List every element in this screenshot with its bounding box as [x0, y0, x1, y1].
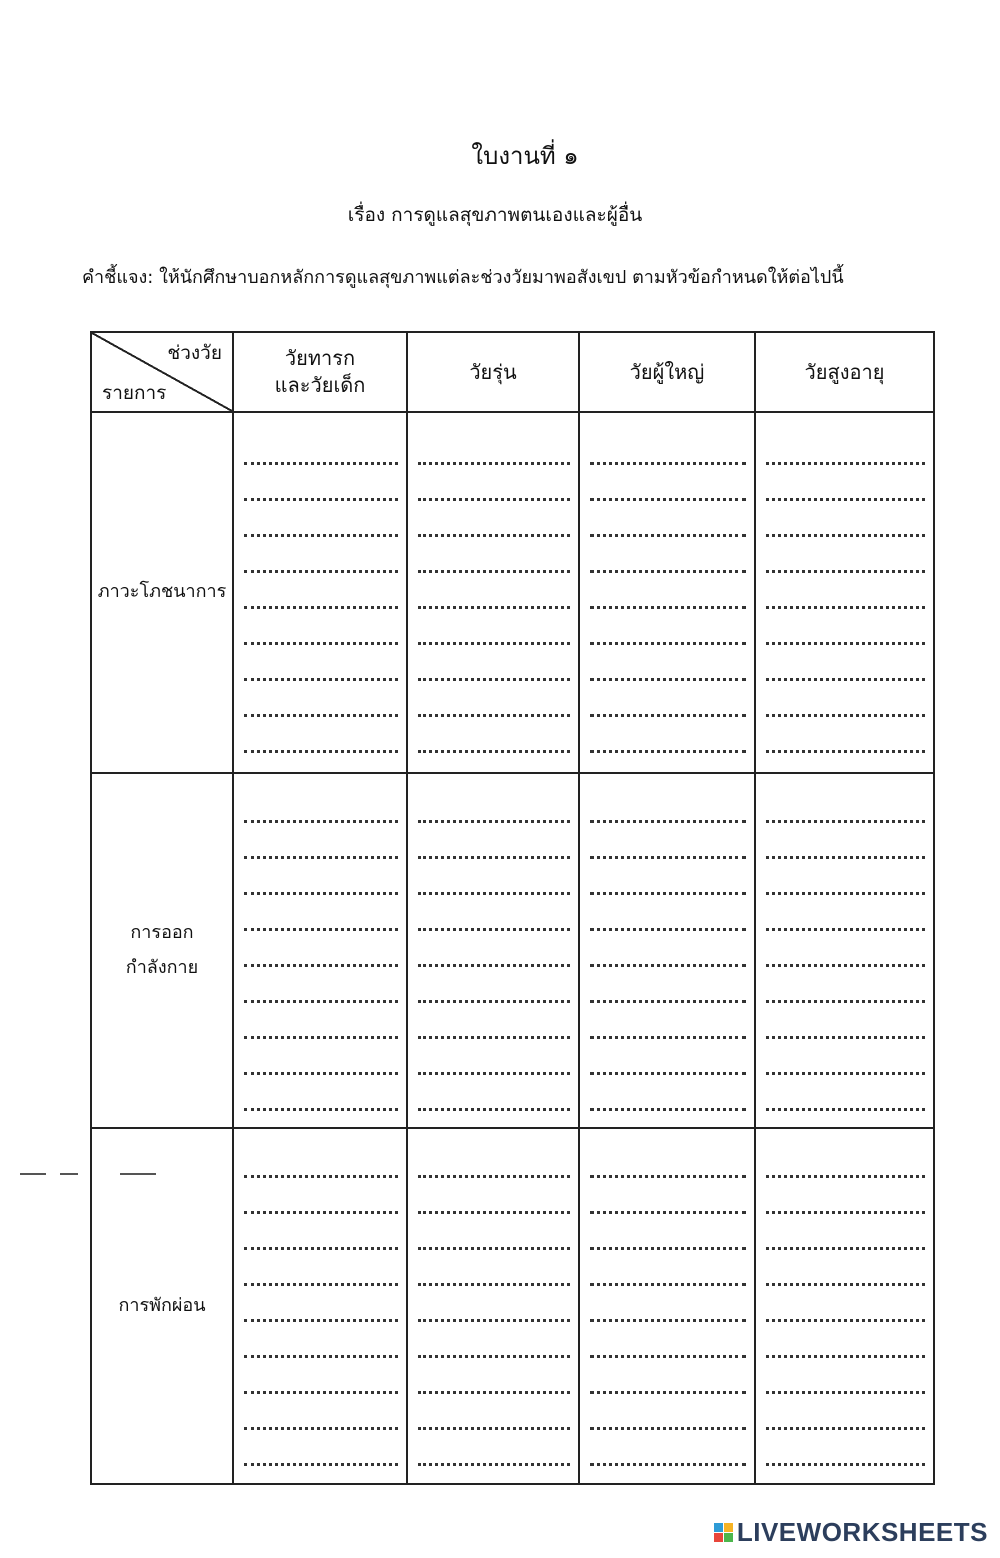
answer-dotted-line[interactable]: [418, 895, 570, 931]
answer-dotted-line[interactable]: [244, 967, 398, 1003]
answer-cell[interactable]: [407, 773, 579, 1128]
answer-dotted-line[interactable]: [418, 967, 570, 1003]
answer-dotted-line[interactable]: [418, 1250, 570, 1286]
answer-dotted-line[interactable]: [418, 1075, 570, 1111]
answer-dotted-line[interactable]: [590, 681, 746, 717]
answer-dotted-line[interactable]: [244, 1178, 398, 1214]
answer-dotted-line[interactable]: [766, 791, 925, 823]
column-header-adult: [579, 332, 755, 412]
answer-cell[interactable]: [233, 1128, 407, 1484]
answer-dotted-line[interactable]: [590, 791, 746, 823]
answer-dotted-line[interactable]: [766, 1358, 925, 1394]
answer-dotted-line[interactable]: [590, 823, 746, 859]
answer-dotted-line[interactable]: [418, 1358, 570, 1394]
corner-label-age-range: ช่วงวัย: [167, 342, 222, 364]
answer-dotted-line[interactable]: [590, 1214, 746, 1250]
scan-dash-mark: [20, 1173, 46, 1175]
row-label-exercise: [91, 773, 233, 1128]
answer-dotted-line[interactable]: [766, 501, 925, 537]
column-header-teen-label: วัยรุ่น: [469, 359, 517, 384]
answer-dotted-line[interactable]: [244, 895, 398, 931]
answer-dotted-line[interactable]: [418, 1146, 570, 1178]
answer-dotted-line[interactable]: [590, 859, 746, 895]
health-care-table: [90, 331, 935, 1485]
answer-dotted-line[interactable]: [244, 537, 398, 573]
answer-dotted-line[interactable]: [766, 1286, 925, 1322]
answer-dotted-line[interactable]: [418, 433, 570, 465]
answer-dotted-line[interactable]: [766, 931, 925, 967]
answer-dotted-line[interactable]: [418, 1178, 570, 1214]
answer-dotted-line[interactable]: [244, 931, 398, 967]
answer-dotted-line[interactable]: [418, 931, 570, 967]
scan-dash-mark: [120, 1173, 156, 1175]
answer-cell[interactable]: [233, 773, 407, 1128]
answer-dotted-line[interactable]: [766, 895, 925, 931]
answer-dotted-line[interactable]: [766, 537, 925, 573]
answer-dotted-line[interactable]: [244, 859, 398, 895]
row-label-exercise-line1: การออก: [130, 922, 194, 944]
answer-dotted-line[interactable]: [766, 1146, 925, 1178]
worksheet-instruction: คำชี้แจง: ให้นักศึกษาบอกหลักการดูแลสุขภาพแต่ละช่วงวัยมาพอสังเขป ตามหัวข้อกำหนดให้ต่อไปนี้: [82, 267, 844, 288]
logo-square: [714, 1523, 723, 1532]
answer-dotted-line[interactable]: [590, 1358, 746, 1394]
answer-dotted-line[interactable]: [244, 1286, 398, 1322]
answer-dotted-line[interactable]: [590, 537, 746, 573]
row-label-rest: [91, 1128, 233, 1484]
answer-dotted-line[interactable]: [766, 681, 925, 717]
answer-cell[interactable]: [407, 1128, 579, 1484]
answer-dotted-line[interactable]: [244, 1003, 398, 1039]
answer-dotted-line[interactable]: [244, 791, 398, 823]
answer-cell[interactable]: [755, 773, 934, 1128]
answer-cell[interactable]: [755, 412, 934, 773]
answer-dotted-line[interactable]: [244, 609, 398, 645]
answer-dotted-line[interactable]: [418, 1214, 570, 1250]
answer-dotted-line[interactable]: [418, 1286, 570, 1322]
logo-square: [724, 1533, 733, 1542]
column-header-teen: [407, 332, 579, 412]
answer-dotted-line[interactable]: [244, 1358, 398, 1394]
answer-dotted-line[interactable]: [766, 433, 925, 465]
answer-dotted-line[interactable]: [590, 433, 746, 465]
answer-cell[interactable]: [233, 412, 407, 773]
answer-dotted-line[interactable]: [418, 717, 570, 753]
answer-dotted-line[interactable]: [418, 1003, 570, 1039]
answer-dotted-line[interactable]: [244, 1075, 398, 1111]
answer-dotted-line[interactable]: [766, 967, 925, 1003]
column-header-adult-label: วัยผู้ใหญ่: [629, 359, 705, 384]
scan-dash-mark: [60, 1173, 78, 1175]
answer-cell[interactable]: [755, 1128, 934, 1484]
answer-dotted-line[interactable]: [418, 537, 570, 573]
answer-dotted-line[interactable]: [766, 1322, 925, 1358]
row-label-exercise-line2: กำลังกาย: [125, 956, 199, 978]
answer-dotted-line[interactable]: [418, 823, 570, 859]
answer-dotted-line[interactable]: [590, 1322, 746, 1358]
corner-header-cell: [91, 332, 233, 412]
answer-dotted-line[interactable]: [590, 717, 746, 753]
column-header-infant-child: [233, 332, 407, 412]
corner-label-items: รายการ: [102, 382, 167, 405]
answer-dotted-line[interactable]: [590, 573, 746, 609]
answer-dotted-line[interactable]: [766, 1430, 925, 1466]
worksheet-title: ใบงานที่ ๑: [471, 142, 579, 170]
answer-dotted-line[interactable]: [766, 645, 925, 681]
answer-dotted-line[interactable]: [766, 823, 925, 859]
answer-dotted-line[interactable]: [244, 717, 398, 753]
answer-dotted-line[interactable]: [590, 1146, 746, 1178]
answer-dotted-line[interactable]: [244, 433, 398, 465]
answer-dotted-line[interactable]: [244, 501, 398, 537]
answer-dotted-line[interactable]: [766, 1394, 925, 1430]
liveworksheets-wordmark: LIVEWORKSHEETS: [736, 1517, 988, 1547]
row-label-nutrition-text: ภาวะโภชนาการ: [97, 581, 227, 603]
worksheet-subject: เรื่อง การดูแลสุขภาพตนเองและผู้อื่น: [347, 204, 643, 226]
answer-cell[interactable]: [579, 773, 755, 1128]
answer-dotted-line[interactable]: [766, 1003, 925, 1039]
answer-dotted-line[interactable]: [244, 1250, 398, 1286]
row-label-nutrition: [91, 412, 233, 773]
column-header-infant-child-line2: และวัยเด็ก: [274, 373, 366, 397]
column-header-elderly-label: วัยสูงอายุ: [804, 359, 885, 384]
answer-dotted-line[interactable]: [590, 609, 746, 645]
answer-dotted-line[interactable]: [418, 1394, 570, 1430]
answer-dotted-line[interactable]: [244, 573, 398, 609]
answer-dotted-line[interactable]: [590, 1039, 746, 1075]
answer-dotted-line[interactable]: [590, 1286, 746, 1322]
answer-dotted-line[interactable]: [244, 1430, 398, 1466]
answer-cell[interactable]: [579, 412, 755, 773]
answer-cell[interactable]: [579, 1128, 755, 1484]
answer-cell[interactable]: [407, 412, 579, 773]
table-row-exercise: [91, 773, 934, 1128]
answer-dotted-line[interactable]: [418, 1322, 570, 1358]
answer-dotted-line[interactable]: [244, 1039, 398, 1075]
liveworksheets-logo-icon: [714, 1523, 733, 1542]
table-row-rest: [91, 1128, 934, 1484]
column-header-elderly: [755, 332, 934, 412]
answer-dotted-line[interactable]: [418, 1430, 570, 1466]
answer-dotted-line[interactable]: [590, 645, 746, 681]
answer-dotted-line[interactable]: [766, 609, 925, 645]
answer-dotted-line[interactable]: [590, 1250, 746, 1286]
answer-dotted-line[interactable]: [418, 681, 570, 717]
answer-dotted-line[interactable]: [766, 859, 925, 895]
answer-dotted-line[interactable]: [244, 1146, 398, 1178]
answer-dotted-line[interactable]: [766, 1250, 925, 1286]
answer-dotted-line[interactable]: [244, 823, 398, 859]
answer-dotted-line[interactable]: [590, 931, 746, 967]
answer-dotted-line[interactable]: [766, 1039, 925, 1075]
logo-square: [714, 1533, 723, 1542]
answer-dotted-line[interactable]: [418, 465, 570, 501]
answer-dotted-line[interactable]: [590, 1430, 746, 1466]
liveworksheets-brand: [714, 1517, 988, 1548]
answer-dotted-line[interactable]: [418, 501, 570, 537]
answer-dotted-line[interactable]: [590, 1178, 746, 1214]
answer-dotted-line[interactable]: [244, 1322, 398, 1358]
answer-dotted-line[interactable]: [590, 501, 746, 537]
column-header-infant-child-line1: วัยทารก: [284, 346, 356, 370]
answer-dotted-line[interactable]: [244, 681, 398, 717]
row-label-rest-text: การพักผ่อน: [118, 1294, 206, 1316]
answer-dotted-line[interactable]: [418, 859, 570, 895]
answer-dotted-line[interactable]: [590, 1003, 746, 1039]
answer-dotted-line[interactable]: [590, 895, 746, 931]
answer-dotted-line[interactable]: [244, 465, 398, 501]
answer-dotted-line[interactable]: [766, 1075, 925, 1111]
answer-dotted-line[interactable]: [590, 1394, 746, 1430]
answer-dotted-line[interactable]: [244, 1394, 398, 1430]
answer-dotted-line[interactable]: [766, 1178, 925, 1214]
answer-dotted-line[interactable]: [418, 645, 570, 681]
answer-dotted-line[interactable]: [766, 465, 925, 501]
logo-square: [724, 1523, 733, 1532]
answer-dotted-line[interactable]: [590, 1075, 746, 1111]
answer-dotted-line[interactable]: [766, 573, 925, 609]
table-row-nutrition: [91, 412, 934, 773]
answer-dotted-line[interactable]: [244, 645, 398, 681]
answer-dotted-line[interactable]: [766, 717, 925, 753]
answer-dotted-line[interactable]: [418, 1039, 570, 1075]
answer-dotted-line[interactable]: [418, 573, 570, 609]
answer-dotted-line[interactable]: [418, 609, 570, 645]
answer-dotted-line[interactable]: [418, 791, 570, 823]
answer-dotted-line[interactable]: [590, 967, 746, 1003]
answer-dotted-line[interactable]: [766, 1214, 925, 1250]
answer-dotted-line[interactable]: [244, 1214, 398, 1250]
answer-dotted-line[interactable]: [590, 465, 746, 501]
